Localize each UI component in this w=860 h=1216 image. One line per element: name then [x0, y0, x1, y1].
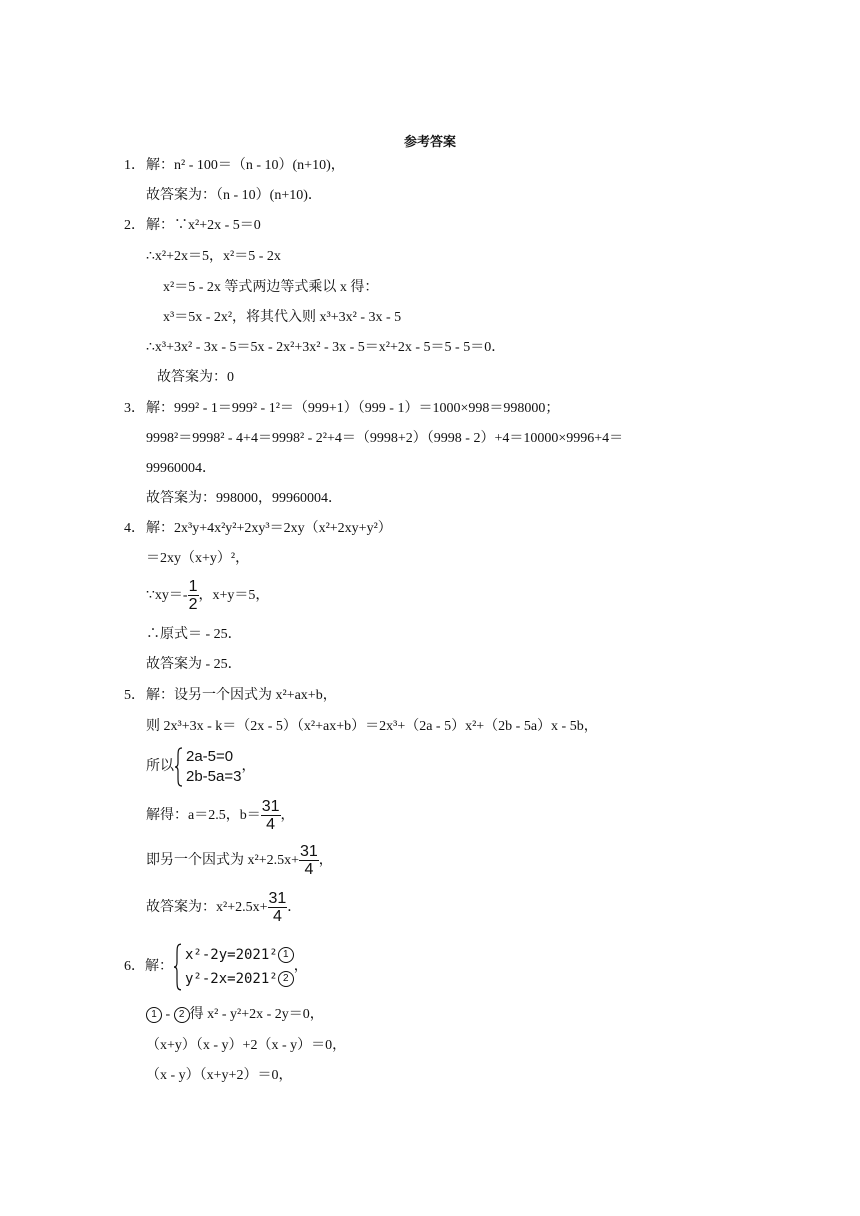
- q2-line-4: x³＝5x - 2x²，将其代入则 x³+3x² - 3x - 5: [163, 310, 402, 325]
- q5-equation-2: 2b-5a=3: [186, 767, 242, 785]
- circled-two-icon: 2: [174, 1007, 190, 1023]
- q5-line-5: [146, 843, 333, 879]
- q4-fraction: [188, 578, 199, 613]
- q4-number: 4．: [124, 521, 145, 536]
- q6-number: 6．: [124, 959, 145, 974]
- q5-line-6-suffix: ．: [287, 900, 302, 915]
- q1-line-1: 解：n² - 100＝（n - 10）(n+10)，: [146, 158, 345, 173]
- q1-line-2: 故答案为：（n - 10）(n+10)．: [146, 188, 322, 203]
- q2-line-6: 故答案为：0: [157, 370, 234, 385]
- q6-line-2-minus: -: [162, 1007, 174, 1022]
- q6-equation-2-text: y²-2x=2021²: [185, 970, 278, 987]
- q4-line-3-prefix: ∵xy＝: [146, 588, 183, 603]
- q3-line-2: 9998²＝9998² - 4+4＝9998² - 2²+4＝（9998+2）（9998 - 2）+4＝10000×9996+4＝: [146, 431, 624, 446]
- q4-line-2: ＝2xy（x+y）²，: [146, 551, 250, 566]
- circled-one-icon: 1: [278, 947, 294, 963]
- q5-fraction-3-denominator: 4: [272, 908, 282, 926]
- q6-line-2: [146, 1006, 324, 1024]
- q4-line-1: 解：2x³y+4x²y²+2xy³＝2xy（x²+2xy+y²）: [146, 521, 392, 536]
- q6-line-3: （x+y）（x - y）+2（x - y）＝0，: [146, 1038, 347, 1053]
- q6-line-1: [124, 937, 308, 997]
- circled-one-icon: 1: [146, 1007, 162, 1023]
- q5-line-6: [146, 890, 301, 926]
- q4-fraction-numerator: 1: [188, 578, 198, 596]
- q5-line-1: 解：设另一个因式为 x²+ax+b，: [146, 688, 337, 703]
- q5-line-4: [146, 798, 295, 834]
- q5-number: 5．: [124, 688, 145, 703]
- q6-suffix: ，: [293, 959, 308, 974]
- q3-line-3: 99960004．: [146, 461, 216, 476]
- circled-two-icon: 2: [278, 971, 294, 987]
- q3-number: 3．: [124, 401, 145, 416]
- page-title: 参考答案: [403, 134, 456, 149]
- q5-line-5-suffix: ，: [318, 853, 333, 868]
- left-brace-icon: [173, 943, 182, 991]
- q1-number: 1．: [124, 158, 145, 173]
- q4-line-3-suffix: ，x+y＝5，: [198, 588, 270, 603]
- q4-fraction-sign: -: [182, 588, 188, 603]
- q4-line-4: ∴原式＝ - 25．: [146, 627, 242, 642]
- q5-line-6-prefix: 故答案为：x²+2.5x+: [146, 900, 268, 915]
- q5-line-3: [146, 745, 255, 789]
- q5-fraction-2-denominator: 4: [304, 861, 314, 879]
- left-brace-icon: [174, 747, 183, 787]
- q5-line-3-prefix: 所以: [146, 759, 174, 774]
- q4-fraction-denominator: 2: [188, 596, 198, 614]
- q5-equation-system: [174, 747, 241, 787]
- q6-equation-1-text: x²-2y=2021²: [185, 946, 278, 963]
- q3-line-1: 解：999² - 1＝999² - 1²＝（999+1）（999 - 1）＝1000×998＝998000；: [146, 401, 560, 416]
- q2-number: 2．: [124, 218, 145, 233]
- q2-line-1: 解：∵x²+2x - 5＝0: [146, 218, 261, 233]
- q5-line-4-prefix: 解得：a＝2.5，b＝: [146, 808, 261, 823]
- q4-line-5: 故答案为 - 25．: [146, 657, 242, 672]
- q5-fraction-3-numerator: 31: [268, 890, 287, 908]
- q5-fraction-b-numerator: 31: [261, 798, 280, 816]
- q5-fraction-3: [268, 890, 288, 925]
- q5-line-5-prefix: 即另一个因式为 x²+2.5x+: [146, 853, 299, 868]
- q6-equation-1: [185, 943, 294, 967]
- q5-line-3-suffix: ，: [241, 759, 256, 774]
- q2-line-5: ∴x³+3x² - 3x - 5＝5x - 2x²+3x² - 3x - 5＝x²+2x - 5＝5 - 5＝0．: [146, 340, 506, 355]
- q5-fraction-2: [299, 843, 319, 878]
- q6-equation-system: [173, 943, 294, 991]
- q6-line-4: （x - y）（x+y+2）＝0，: [146, 1068, 293, 1083]
- q5-fraction-b: [261, 798, 281, 833]
- q2-line-2: ∴x²+2x＝5，x²＝5 - 2x: [146, 249, 281, 264]
- q5-line-4-suffix: ，: [280, 808, 295, 823]
- q5-equation-1: 2a-5=0: [186, 747, 234, 765]
- q6-prefix: 解：: [145, 959, 173, 974]
- q5-fraction-2-numerator: 31: [300, 843, 318, 861]
- q4-line-3: [146, 578, 269, 614]
- q3-line-4: 故答案为：998000，99960004．: [146, 491, 342, 506]
- q2-line-3: x²＝5 - 2x 等式两边等式乘以 x 得：: [163, 280, 379, 295]
- q5-line-2: 则 2x³+3x - k＝（2x - 5）（x²+ax+b）＝2x³+（2a - 5）x²+（2b - 5a）x - 5b，: [146, 719, 598, 734]
- q6-equation-2: [185, 967, 294, 991]
- q5-fraction-b-denominator: 4: [266, 816, 276, 834]
- q6-line-2-text: 得 x² - y²+2x - 2y＝0，: [189, 1007, 324, 1022]
